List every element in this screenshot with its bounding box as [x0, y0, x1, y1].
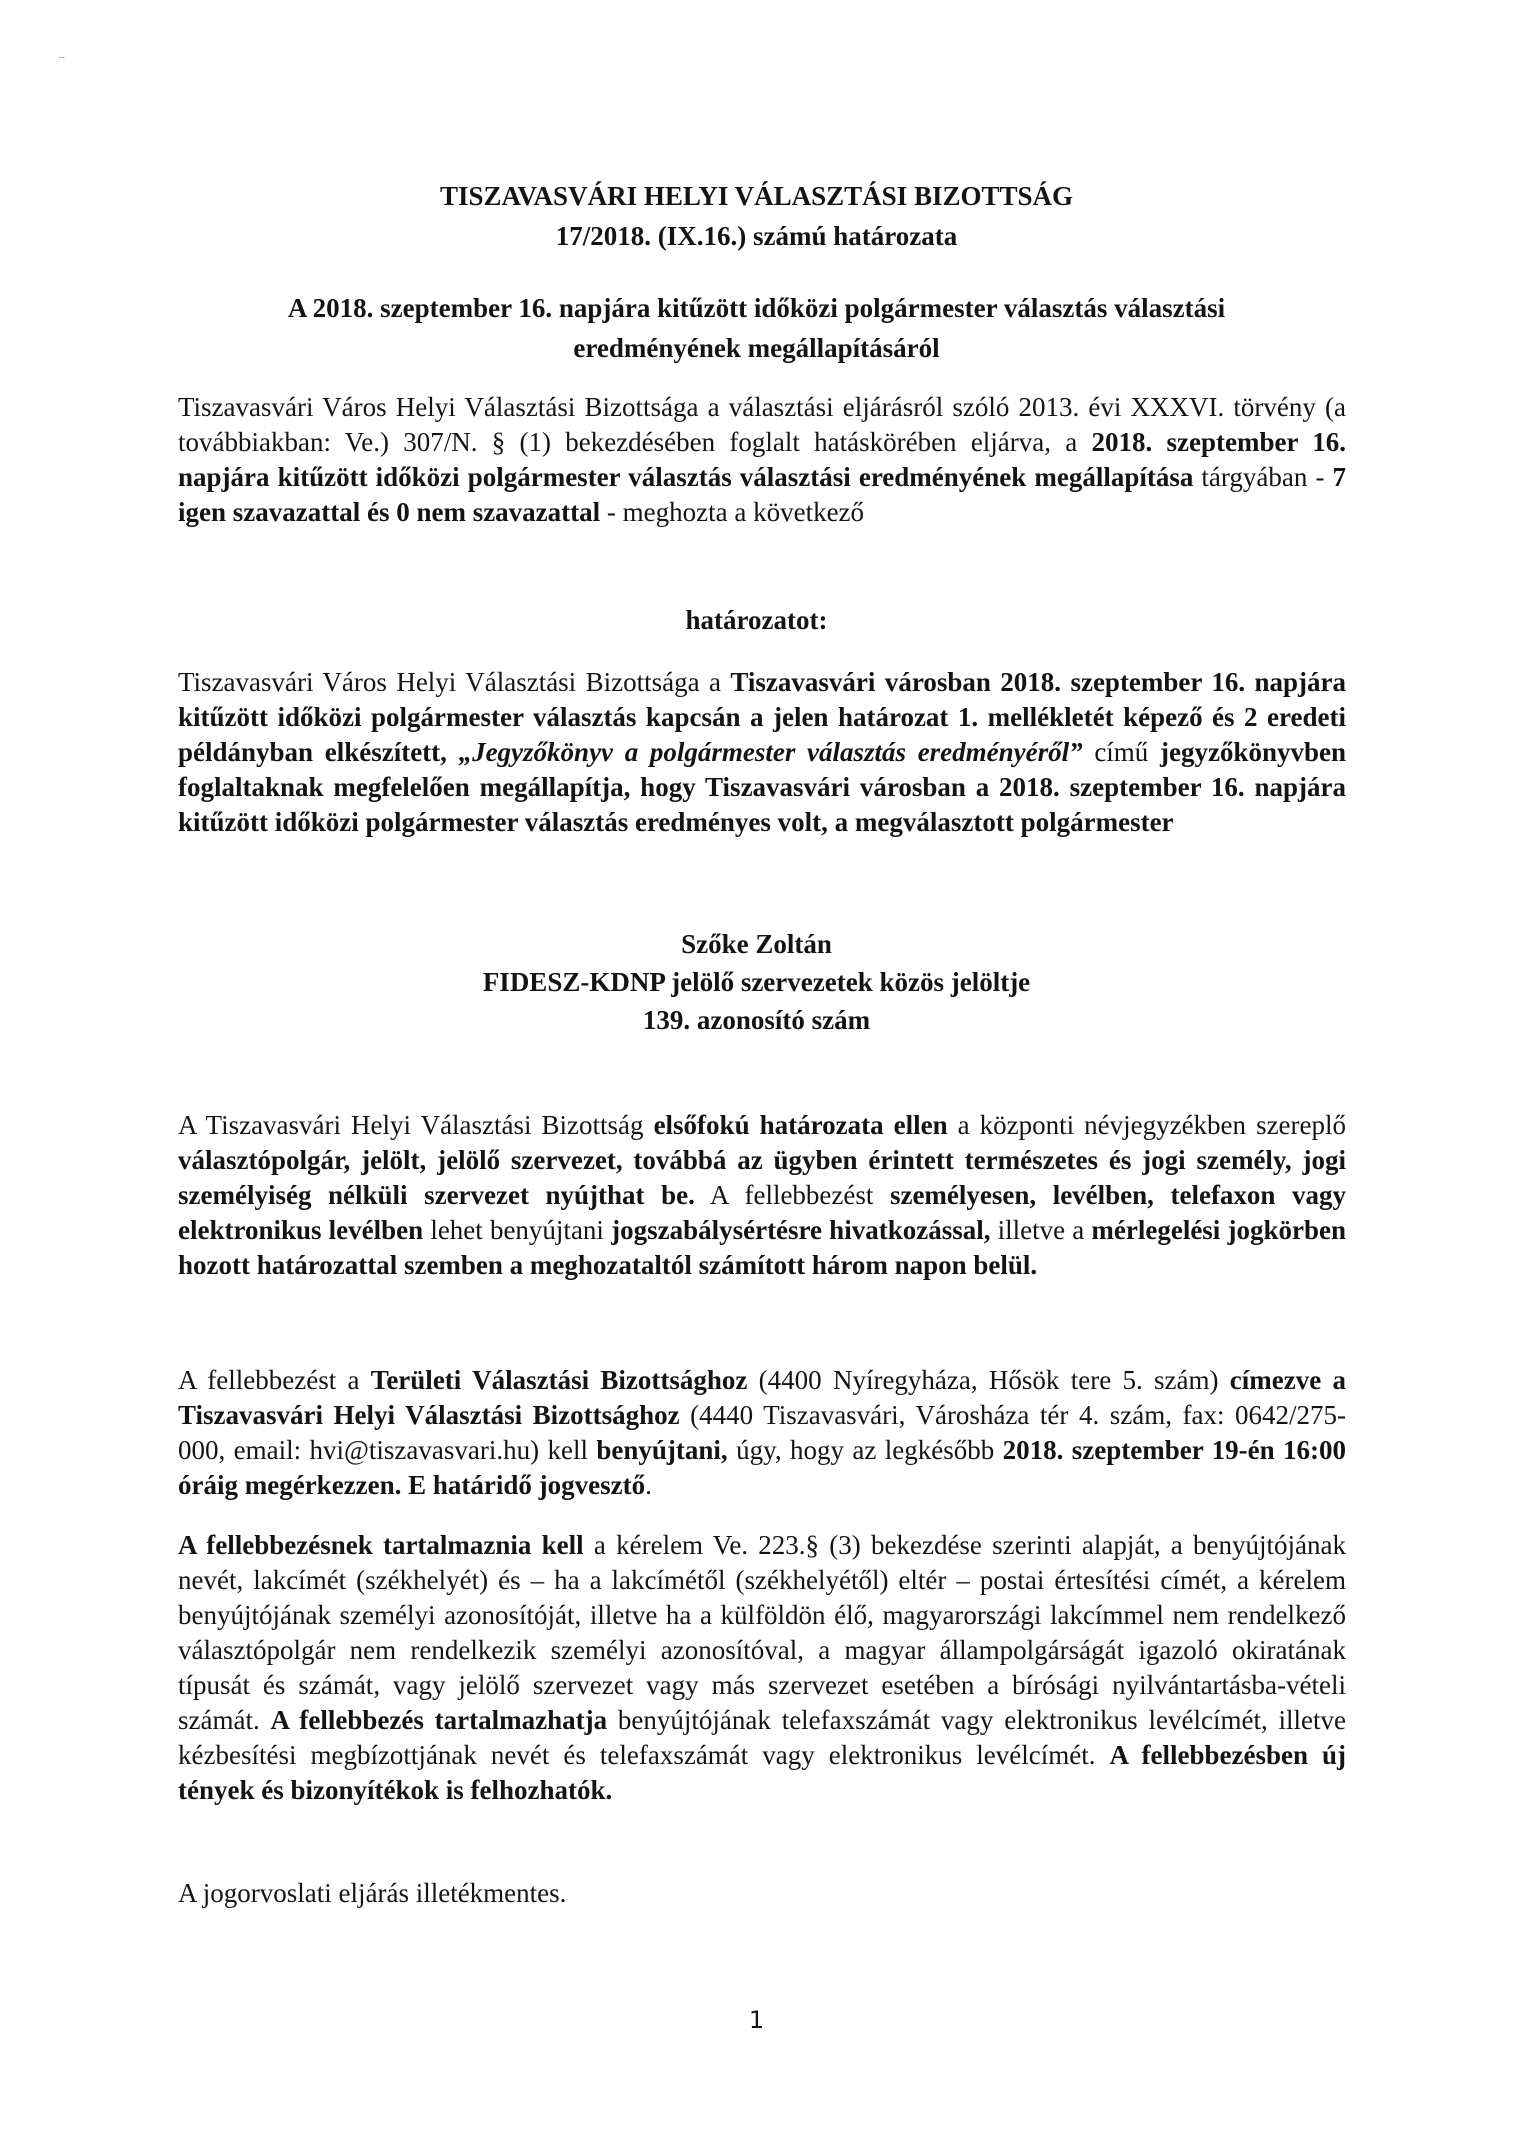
appeal-submission-paragraph	[178, 1363, 1346, 1503]
page-number: 1	[748, 2006, 765, 2034]
appeal-deadline: 2018. szeptember 19-én 16:00 óráig megérkezzen. E határidő jogvesztő	[178, 1435, 1347, 1500]
appeal-text: a központi névjegyzékben szereplő	[947, 1110, 1347, 1140]
appeal-text: illetve a	[990, 1215, 1092, 1245]
appeal-bold-text: címezve a Tiszavasvári Helyi Választási Bizottsághoz	[178, 1365, 1347, 1430]
subject-line-2: eredményének megállapításáról	[573, 333, 940, 363]
document-header	[0, 176, 1513, 256]
intro-text: - meghozta a következő	[600, 497, 865, 527]
decision-label: határozatot:	[685, 605, 828, 635]
appeal-bold-text: jogszabálysértésre hivatkozással,	[611, 1215, 991, 1245]
appeal-bold-text: Területi Választási Bizottsághoz	[370, 1365, 748, 1395]
candidate-id: 139. azonosító szám	[642, 1005, 871, 1035]
fee-note: A jogorvoslati eljárás illetékmentes.	[178, 1878, 567, 1908]
appeal-text: A fellebbezést a	[178, 1365, 371, 1395]
intro-bold-subject: 2018. szeptember 16. napjára kitűzött időközi polgármester választás választási eredményének megállapítása	[178, 427, 1346, 492]
appeal-bold-text: elsőfokú határozata ellen	[653, 1110, 948, 1140]
appeal-text: A fellebbezést	[694, 1180, 890, 1210]
appeal-text: A Tiszavasvári Helyi Választási Bizottság	[178, 1110, 654, 1140]
appeal-bold-text: személyesen, levélben, telefaxon vagy elektronikus levélben	[178, 1180, 1346, 1245]
appeal-text: úgy, hogy az legkésőbb	[727, 1435, 1003, 1465]
vote-result: 7 igen szavazattal és 0 nem szavazattal	[178, 462, 1346, 527]
decision-paragraph	[178, 665, 1346, 840]
appeal-text: .	[645, 1470, 652, 1500]
intro-text: tárgyában -	[1193, 462, 1333, 492]
elected-mayor-block	[0, 925, 1513, 1039]
resolution-subject	[0, 288, 1513, 368]
appeal-bold-text: A fellebbezésben új tények és bizonyítékok is felhozhatók.	[178, 1740, 1346, 1805]
appeal-text: a kérelem Ve. 223.§ (3) bekezdése szerinti alapját, a benyújtójának nevét, lakcímét (székhelyét) és – ha a lakcímétől (székhelyétől) eltér – postai értesítési címét, a kérelem benyújtójának személyi azonosítóját, illetve ha a külföldön élő, magyarországi lakcímmel nem rendelkező választópolgár nem rendelkezik személyi azonosítóval, a magyar állampolgárságát igazoló okiratának típusát és számát, vagy jelölő szervezet vagy más szervezet esetében a bírósági nyilvántartásba-vételi számát.	[178, 1530, 1346, 1735]
committee-name: TISZAVASVÁRI HELYI VÁLASZTÁSI BIZOTTSÁG	[439, 181, 1074, 211]
appeal-bold-text: A fellebbezésnek tartalmaznia kell	[178, 1530, 584, 1560]
decision-bold-text: jegyzőkönyvben foglaltaknak megfelelően megállapítja, hogy Tiszavasvári városban a 2018. szeptember 16. napjára kitűzött időközi polgármester választás eredményes volt, a megválasztott polgármester	[178, 737, 1346, 837]
appeal-text: lehet benyújtani	[423, 1215, 612, 1245]
decision-text: Tiszavasvári Város Helyi Választási Bizottsága a	[178, 667, 731, 697]
appeal-rights-paragraph	[178, 1108, 1346, 1283]
decision-bold-text: Tiszavasvári városban 2018. szeptember 16. napjára kitűzött időközi polgármester választás kapcsán a jelen határozat 1. mellékletét képező és 2 eredeti példányban elkészített,	[178, 667, 1346, 767]
decision-text: című	[1082, 737, 1160, 767]
appeal-content-paragraph	[178, 1528, 1346, 1808]
nominating-organization: FIDESZ-KDNP jelölő szervezetek közös jelöltje	[482, 967, 1031, 997]
appeal-text: benyújtójának telefaxszámát vagy elektronikus levélcímét, illetve kézbesítési megbízottjának nevét és telefaxszámát vagy elektronikus levélcímét.	[178, 1705, 1346, 1770]
scan-mark: --	[58, 52, 65, 63]
appeal-text: (4440 Tiszavasvári, Városháza tér 4. szám, fax: 0642/275-000, email: hvi@tiszavasvari.hu) kell	[178, 1400, 1346, 1465]
appeal-bold-text: mérlegelési jogkörben hozott határozattal szemben a meghozataltól számított három napon belül.	[178, 1215, 1346, 1280]
elected-name: Szőke Zoltán	[681, 929, 832, 959]
minutes-title: „Jegyzőkönyv a polgármester választás eredményéről”	[458, 737, 1083, 767]
intro-paragraph	[178, 390, 1346, 530]
subject-line-1: A 2018. szeptember 16. napjára kitűzött időközi polgármester választás választási	[287, 293, 1226, 323]
appeal-bold-text: benyújtani,	[596, 1435, 728, 1465]
resolution-number: 17/2018. (IX.16.) számú határozata	[555, 221, 958, 251]
intro-text: Tiszavasvári Város Helyi Választási Bizottsága a választási eljárásról szóló 2013. évi XXXVI. törvény (a továbbiakban: Ve.) 307/N. § (1) bekezdésében foglalt hatáskörében eljárva, a	[178, 392, 1346, 457]
appeal-bold-text: választópolgár, jelölt, jelölő szervezet, továbbá az ügyben érintett természetes és jogi személy, jogi személyiség nélküli szervezet nyújthat be.	[178, 1145, 1346, 1210]
appeal-bold-text: A fellebbezés tartalmazhatja	[270, 1705, 608, 1735]
appeal-text: (4400 Nyíregyháza, Hősök tere 5. szám)	[747, 1365, 1230, 1395]
